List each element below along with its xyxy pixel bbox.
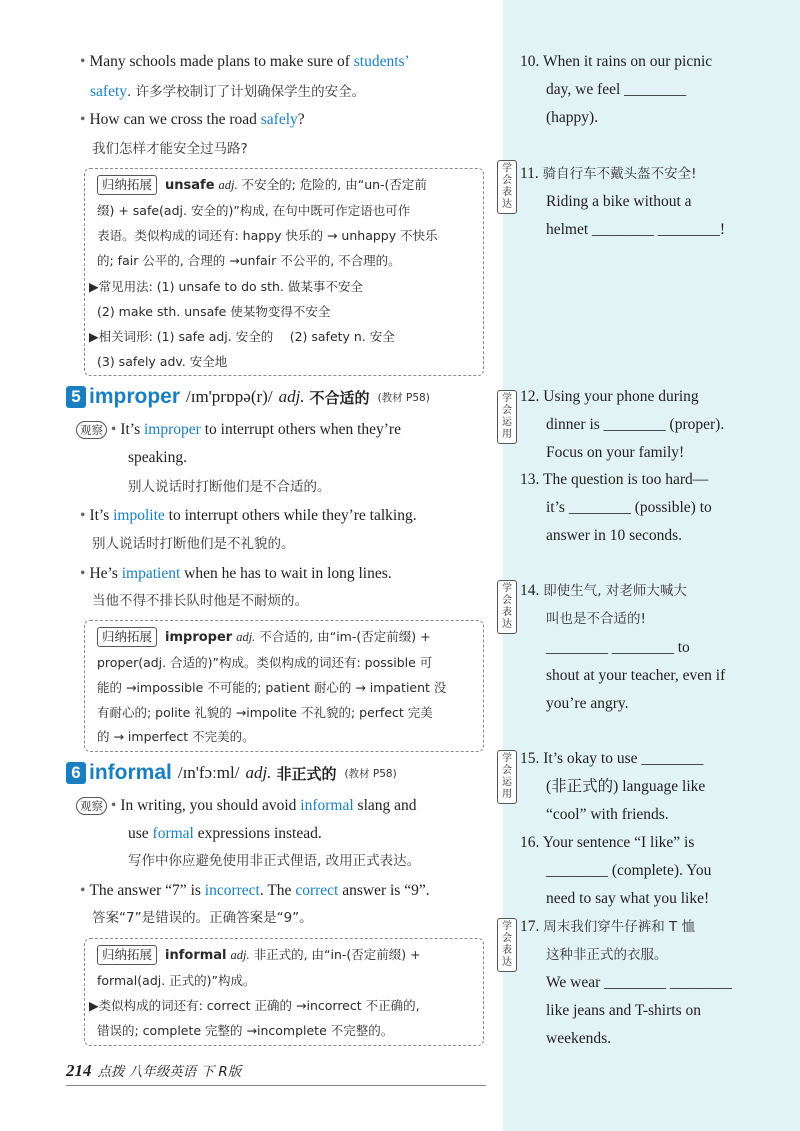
exercise-12: 12. Using your phone during bbox=[520, 388, 699, 405]
exercise-16: 16. Your sentence “I like” is bbox=[520, 834, 695, 851]
skill-badge: 学会表达 bbox=[497, 918, 517, 972]
footer-rule bbox=[66, 1085, 486, 1086]
box-line: 能的 →impossible 不可能的; patient 耐心的 → impatient 没 bbox=[97, 680, 447, 695]
box-line: ▶相关词形: (1) safe adj. 安全的 (2) safety n. 安全 bbox=[89, 329, 395, 344]
example-impatient: • He’s impatient when he has to wait in long lines. bbox=[80, 565, 392, 582]
translation: 别人说话时打断他们是不合适的。 bbox=[128, 479, 331, 495]
exercise-line: 这种非正式的衣服。 bbox=[546, 947, 668, 963]
box-line: 的 → imperfect 不完美的。 bbox=[97, 729, 255, 744]
summary-box-improper bbox=[84, 620, 484, 752]
exercise-10: 10. When it rains on our picnic bbox=[520, 53, 713, 70]
phonetic: /ɪm'prɒpə(r)/ bbox=[186, 387, 273, 406]
box-line: 归纳拓展 unsafe adj. 不安全的; 危险的, 由“un-(否定前 bbox=[97, 173, 427, 198]
skill-badge: 学会表达 bbox=[497, 160, 517, 214]
skill-badge: 学会运用 bbox=[497, 750, 517, 804]
textbook-ref: (教材 P58) bbox=[344, 767, 397, 780]
translation: 我们怎样才能安全过马路? bbox=[92, 141, 248, 157]
example-incorrect: • The answer “7” is incorrect. The correct answer is “9”. bbox=[80, 882, 430, 899]
exercise-15: 15. It’s okay to use ________ bbox=[520, 750, 704, 767]
phonetic: /ɪn'fɔːml/ bbox=[177, 763, 240, 782]
bullet-icon: • bbox=[80, 882, 86, 899]
box-line: (2) make sth. unsafe 使某物变得不安全 bbox=[97, 304, 331, 319]
translation: 当他不得不排长队时他是不耐烦的。 bbox=[92, 593, 308, 609]
exercise-line: “cool” with friends. bbox=[546, 806, 669, 823]
box-line: 有耐心的; polite 礼貌的 →impolite 不礼貌的; perfect 完美 bbox=[97, 705, 433, 720]
meaning: 非正式的 bbox=[276, 764, 337, 783]
headword: informal bbox=[89, 761, 172, 784]
example-bullet-safety-line2: safety. 许多学校制订了计划确保学生的安全。 bbox=[90, 83, 366, 100]
bullet-icon: • bbox=[80, 53, 86, 70]
exercise-line: helmet ________ ________! bbox=[546, 221, 726, 238]
exercise-line: you’re angry. bbox=[546, 695, 629, 712]
example-line: use formal expressions instead. bbox=[128, 825, 322, 842]
headword: improper bbox=[89, 385, 181, 408]
page-number: 214 bbox=[66, 1061, 92, 1080]
example-impolite: • It’s impolite to interrupt others while they’re talking. bbox=[80, 507, 417, 524]
observe-tag: 观察 bbox=[76, 421, 107, 439]
exercise-line: weekends. bbox=[546, 1030, 611, 1047]
summary-box-informal bbox=[84, 938, 484, 1046]
exercise-line: (非正式的) language like bbox=[546, 778, 706, 795]
meaning: 不合适的 bbox=[309, 388, 370, 407]
example-informal: 观察 • In writing, you should avoid informal slang and bbox=[76, 792, 417, 820]
example-improper: 观察 • It’s improper to interrupt others when they’re bbox=[76, 416, 401, 444]
translation: 答案“7”是错误的。正确答案是“9”。 bbox=[92, 910, 313, 926]
bullet-icon: • bbox=[110, 421, 117, 438]
exercise-14: 14. 即使生气, 对老师大喊大 bbox=[520, 582, 687, 599]
exercise-line: need to say what you like! bbox=[546, 890, 710, 907]
box-line: 归纳拓展 improper adj. 不合适的, 由“im-(否定前缀) + bbox=[97, 625, 431, 650]
textbook-ref: (教材 P58) bbox=[377, 391, 430, 404]
translation: 写作中你应避免使用非正式俚语, 改用正式表达。 bbox=[128, 853, 421, 869]
box-line: proper(adj. 合适的)”构成。类似构成的词还有: possible 可 bbox=[97, 655, 433, 670]
box-line: formal(adj. 正式的)”构成。 bbox=[97, 973, 256, 988]
book-title: 点拨 八年级英语 下 R版 bbox=[97, 1064, 242, 1080]
exercise-line: Focus on your family! bbox=[546, 444, 685, 461]
bullet-icon: • bbox=[80, 507, 86, 524]
exercise-13: 13. The question is too hard— bbox=[520, 471, 709, 488]
section-number: 6 bbox=[66, 762, 86, 784]
summary-tag: 归纳拓展 bbox=[97, 175, 157, 195]
box-line: ▶类似构成的词还有: correct 正确的 →incorrect 不正确的, bbox=[89, 998, 420, 1013]
exercise-line: day, we feel ________ bbox=[546, 81, 687, 98]
skill-badge: 学会运用 bbox=[497, 390, 517, 444]
skill-badge: 学会表达 bbox=[497, 580, 517, 634]
observe-tag: 观察 bbox=[76, 797, 107, 815]
box-line: 错误的; complete 完整的 →incomplete 不完整的。 bbox=[97, 1023, 394, 1038]
exercise-line: Riding a bike without a bbox=[546, 193, 692, 210]
exercise-line: answer in 10 seconds. bbox=[546, 527, 683, 544]
box-line: 归纳拓展 informal adj. 非正式的, 由“in-(否定前缀) + bbox=[97, 943, 421, 968]
box-line: 表语。类似构成的词还有: happy 快乐的 → unhappy 不快乐 bbox=[97, 228, 438, 243]
exercise-line: (happy). bbox=[546, 109, 599, 126]
box-line: 的; fair 公平的, 合理的 →unfair 不公平的, 不合理的。 bbox=[97, 253, 401, 268]
exercise-17: 17. 周末我们穿牛仔裤和 T 恤 bbox=[520, 918, 696, 935]
exercise-line: it’s ________ (possible) to bbox=[546, 499, 712, 516]
part-of-speech: adj. bbox=[245, 763, 272, 782]
exercise-line: 叫也是不合适的! bbox=[546, 611, 646, 627]
exercise-line: ________ ________ to bbox=[546, 639, 690, 656]
section-number: 5 bbox=[66, 386, 86, 408]
summary-tag: 归纳拓展 bbox=[97, 945, 157, 965]
summary-tag: 归纳拓展 bbox=[97, 627, 157, 647]
exercise-line: dinner is ________ (proper). bbox=[546, 416, 725, 433]
exercise-line: like jeans and T-shirts on bbox=[546, 1002, 701, 1019]
summary-box-unsafe bbox=[84, 168, 484, 376]
box-line: ▶常见用法: (1) unsafe to do sth. 做某事不安全 bbox=[89, 279, 363, 294]
exercise-line: shout at your teacher, even if bbox=[546, 667, 726, 684]
bullet-icon: • bbox=[80, 565, 86, 582]
bullet-icon: • bbox=[110, 797, 117, 814]
example-bullet-safety: • Many schools made plans to make sure of students’ bbox=[80, 53, 410, 70]
bullet-icon: • bbox=[80, 111, 86, 128]
example-bullet-safely: • How can we cross the road safely? bbox=[80, 111, 305, 128]
vocab-heading-improper bbox=[66, 385, 430, 411]
box-line: 缀) + safe(adj. 安全的)”构成, 在句中既可作定语也可作 bbox=[97, 203, 411, 218]
exercise-line: ________ (complete). You bbox=[546, 862, 712, 879]
exercise-11: 11. 骑自行车不戴头盔不安全! bbox=[520, 165, 697, 182]
box-line: (3) safely adv. 安全地 bbox=[97, 354, 228, 369]
vocab-heading-informal bbox=[66, 761, 397, 787]
exercise-line: We wear ________ ________ bbox=[546, 974, 733, 991]
example-line: speaking. bbox=[128, 449, 187, 466]
page-footer bbox=[66, 1060, 241, 1081]
part-of-speech: adj. bbox=[278, 387, 305, 406]
translation: 别人说话时打断他们是不礼貌的。 bbox=[92, 536, 295, 552]
